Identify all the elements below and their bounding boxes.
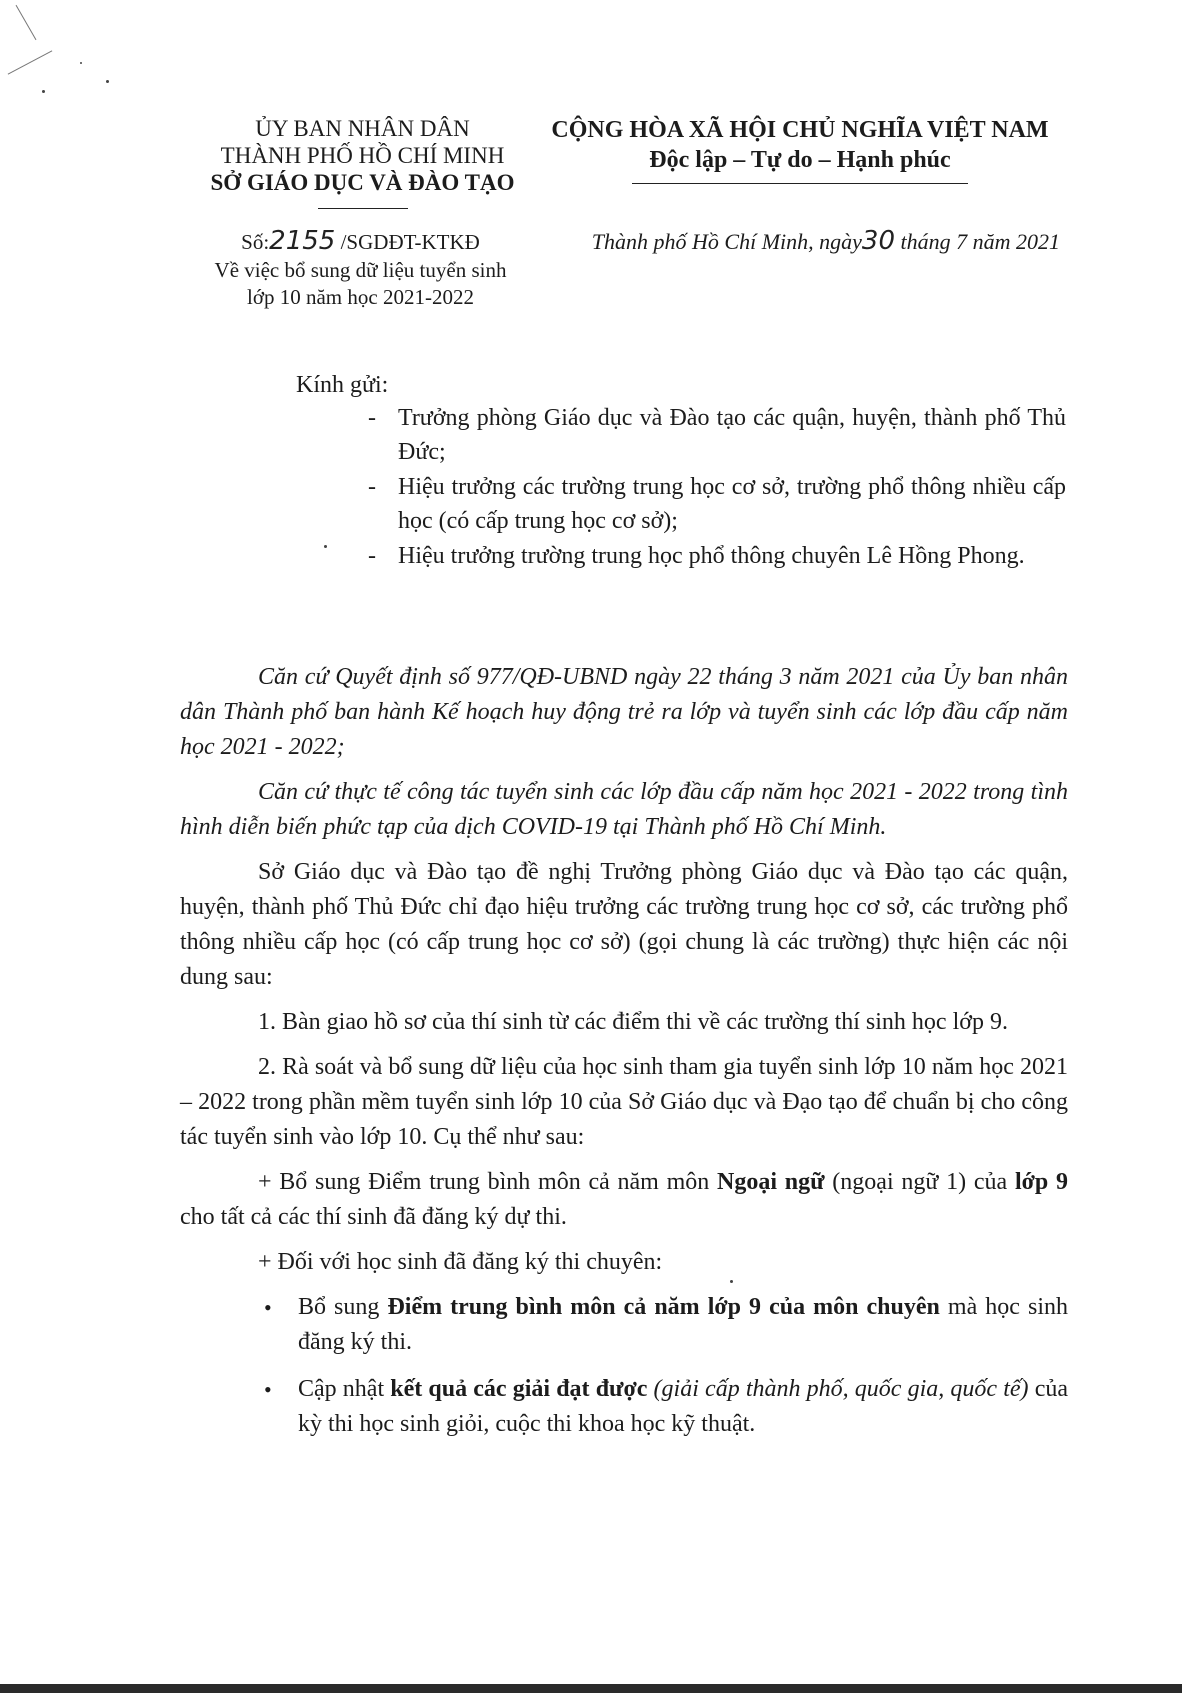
bullet-list: [180, 1290, 1068, 1442]
subject-line-1: Về việc bổ sung dữ liệu tuyển sinh: [214, 258, 507, 282]
bullet-item: [180, 1372, 1068, 1442]
recipient-text: Trưởng phòng Giáo dục và Đào tạo các quận, huyện, thành phố Thủ Đức;: [398, 405, 1066, 465]
scan-bottom-edge: [0, 1684, 1182, 1693]
bullet2-text-a: Cập nhật: [298, 1376, 391, 1402]
recipient-text: Hiệu trưởng trường trung học phổ thông chuyên Lê Hồng Phong.: [398, 543, 1025, 569]
recipient-list: [368, 401, 1066, 574]
scan-speck: [80, 62, 82, 64]
national-title: [540, 115, 1060, 175]
scan-scratch: [8, 50, 53, 74]
date-suffix: tháng 7 năm 2021: [895, 229, 1060, 254]
plus-item-2: + Đối với học sinh đã đăng ký thi chuyên:: [258, 1249, 663, 1275]
plus1-text-a: + Bổ sung Điểm trung bình môn cả năm môn: [258, 1169, 718, 1195]
bullet2-italic: (giải cấp thành phố, quốc gia, quốc tế): [647, 1376, 1029, 1402]
national-title-line-1: CỘNG HÒA XÃ HỘI CHỦ NGHĨA VIỆT NAM: [551, 117, 1049, 143]
plus-item-1: [180, 1165, 1068, 1235]
document-number: [188, 228, 533, 255]
intro-paragraph: Sở Giáo dục và Đào tạo đề nghị Trưởng phòng Giáo dục và Đào tạo các quận, huyện, thành phố Thủ Đức chỉ đạo hiệu trưởng các trường trung học cơ sở, các trường phổ thông nhiều cấp học (có cấp trung học cơ sở) (gọi chung là các trường) thực hiện các nội dung sau:: [180, 859, 1068, 990]
scan-speck: [42, 90, 45, 93]
scan-speck: [324, 545, 327, 548]
authority-line-1: ỦY BAN NHÂN DÂN: [255, 116, 470, 141]
plus1-text-e: cho tất cả các thí sinh đã đăng ký dự thi.: [180, 1204, 567, 1230]
document-body: [180, 660, 1068, 1454]
bullet-dot: •: [264, 1295, 272, 1320]
recipient-item: [368, 539, 1066, 573]
bullet1-text-a: Bổ sung: [298, 1294, 388, 1320]
authority-line-3: SỞ GIÁO DỤC VÀ ĐÀO TẠO: [210, 170, 515, 195]
doc-number-prefix: Số:: [241, 230, 270, 254]
plus1-text-c: (ngoại ngữ 1) của: [824, 1169, 1015, 1195]
motto-underline: [632, 183, 968, 184]
issuing-authority: [185, 115, 540, 196]
scan-speck: [106, 80, 109, 83]
bullet2-text-d: của kỳ thi học sinh giỏi, cuộc thi khoa học kỹ thuật.: [298, 1376, 1069, 1437]
recipient-dash: -: [368, 474, 376, 500]
plus1-bold-grade: lớp 9: [1014, 1169, 1068, 1195]
recipient-item: [368, 470, 1066, 538]
plus1-bold-subject: Ngoại ngữ: [717, 1169, 825, 1195]
authority-underline: [318, 208, 408, 209]
doc-number-handwritten: 2155: [269, 226, 336, 256]
scan-scratch: [16, 5, 37, 40]
recipient-dash: -: [368, 543, 376, 569]
recipient-item: [368, 401, 1066, 469]
greeting: Kính gửi:: [296, 372, 389, 398]
document-date: [540, 228, 1060, 255]
authority-line-2: THÀNH PHỐ HỒ CHÍ MINH: [220, 143, 505, 168]
doc-number-suffix: /SGDĐT-KTKĐ: [335, 230, 480, 254]
legal-basis-paragraph: Căn cứ thực tế công tác tuyển sinh các lớp đầu cấp năm học 2021 - 2022 trong tình hình diễn biến phức tạp của dịch COVID-19 tại Thành phố Hồ Chí Minh.: [180, 779, 1068, 840]
task-item-2: 2. Rà soát và bổ sung dữ liệu của học sinh tham gia tuyển sinh lớp 10 năm học 2021 – 2022 trong phần mềm tuyển sinh lớp 10 của Sở Giáo dục và Đạo tạo để chuẩn bị cho công tác tuyển sinh vào lớp 10. Cụ thể như sau:: [180, 1054, 1068, 1150]
legal-basis-paragraph: Căn cứ Quyết định số 977/QĐ-UBND ngày 22 tháng 3 năm 2021 của Ủy ban nhân dân Thành phố ban hành Kế hoạch huy động trẻ ra lớp và tuyển sinh các lớp đầu cấp năm học 2021 - 2022;: [180, 664, 1068, 760]
date-handwritten-day: 30: [861, 226, 895, 256]
bullet-item: [180, 1290, 1068, 1360]
recipient-text: Hiệu trưởng các trường trung học cơ sở, trường phổ thông nhiều cấp học (có cấp trung học cơ sở);: [398, 474, 1066, 534]
subject-line-2: lớp 10 năm học 2021-2022: [247, 285, 474, 309]
bullet-dot: •: [264, 1377, 272, 1402]
bullet2-bold: kết quả các giải đạt được: [390, 1376, 648, 1402]
bullet1-bold: Điểm trung bình môn cả năm lớp 9 của môn chuyên: [387, 1294, 940, 1320]
bullet1-text-c: mà học sinh đăng ký thi.: [298, 1294, 1068, 1355]
national-motto: Độc lập – Tự do – Hạnh phúc: [649, 147, 951, 173]
task-item-1: 1. Bàn giao hồ sơ của thí sinh từ các điểm thi về các trường thí sinh học lớp 9.: [258, 1009, 1008, 1035]
recipient-dash: -: [368, 405, 376, 431]
document-subject: [188, 257, 533, 311]
date-prefix: Thành phố Hồ Chí Minh, ngày: [591, 229, 862, 254]
